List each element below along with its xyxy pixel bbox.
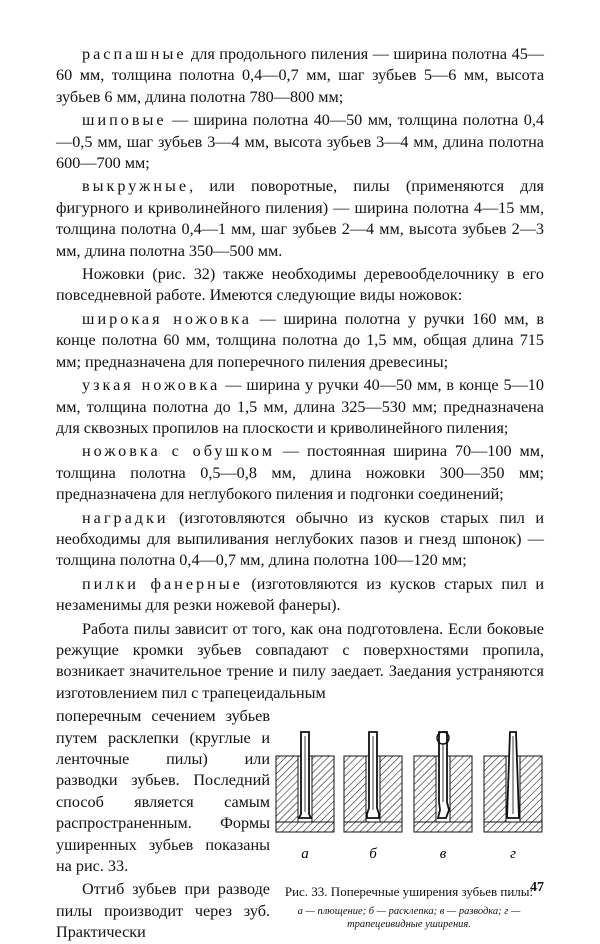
term-tenon-saws: шиповые xyxy=(82,111,167,130)
figure-part-b xyxy=(344,732,402,832)
tooth-widening-diagram xyxy=(268,718,550,878)
term-wide-handsaw: широкая ножовка xyxy=(82,309,252,328)
term-narrow-handsaw: узкая ножовка xyxy=(82,376,221,395)
text-narrow-handsaw: — ширина у ручки 40—50 мм, в конце 5—10 мм, толщина полотна до 1,5 мм, длина 325—530 мм; предназначена для сквозных пропилов на плоскости и криволинейного пиления; xyxy=(56,376,544,437)
figure-part-a xyxy=(276,732,334,832)
figure-letter-g: г xyxy=(510,846,516,863)
paragraph-narrow-handsaw xyxy=(56,375,544,439)
paragraph-rip-saws xyxy=(56,44,544,108)
term-veneer-saws: пилки фанерные xyxy=(82,574,243,593)
figure-letter-b: б xyxy=(369,846,377,863)
text-fret-saws: , или поворотные, пилы (применяются для фигурного и криволинейного пиления) — ширина полотна 4—15 мм, толщина полотна 0,4—1 мм, шаг зубьев 2—4 мм, высота зубьев 2—3 мм, длина полотна 350—500 мм. xyxy=(56,177,544,260)
figure-caption-title: Рис. 33. Поперечные уширения зубьев пилы: xyxy=(284,884,534,900)
text-backsaw: — постоянная ширина 70—100 мм, толщина полотна 0,5—0,8 мм, длина ножовки 300—350 мм; предназначена для неглубокого пиления и подгонки соединений; xyxy=(56,442,544,504)
paragraph-backsaw xyxy=(56,441,544,505)
paragraph-tooth-section: поперечным сечением зубьев путем расклепки (круглые и ленточные пилы) или разводки зубьев. Последний способ является самым распространенным. Формы уширенных зубьев показаны на рис. 33. xyxy=(56,707,270,876)
paragraph-tooth-bending: Отгиб зубьев при разводе пилы производит через зуб. Практически xyxy=(56,880,270,942)
text-nagradki: (изготовляются обычно из кусков старых пил и необходимы для выпиливания неглубоких пазов и гнезд шпонок) — толщина полотна 0,4—0,7 мм, длина полотна 100—120 мм; xyxy=(56,508,544,570)
figure-caption xyxy=(268,884,550,931)
figure-letter-a: а xyxy=(301,846,309,863)
figure-part-g xyxy=(484,732,542,832)
figure-caption-legend: а — плющение; б — расклепка; в — разводка; г — трапецеивидные уширения. xyxy=(297,906,521,931)
figure-letter-v: в xyxy=(439,846,447,863)
term-rip-saws: распашные xyxy=(82,45,187,63)
figure-wrap-area xyxy=(56,706,544,943)
paragraph-handsaws-intro: Ножовки (рис. 32) также необходимы деревообделочнику в его повседневной работе. Имеются следующие виды ножовок: xyxy=(56,265,544,305)
term-backsaw: ножовка с обушком xyxy=(82,442,275,461)
text-wide-handsaw: — ширина полотна у ручки 160 мм, в конце полотна 60 мм, толщина полотна до 1,5 мм, общая длина 715 мм; предназначена для поперечного пиления древесины; xyxy=(56,309,544,371)
term-nagradki: наградки xyxy=(82,508,169,527)
paragraph-fret-saws xyxy=(56,176,544,262)
term-fret-saws: выкружные xyxy=(82,177,190,196)
text-tenon-saws: — ширина полотна 40—50 мм, толщина полотна 0,4—0,5 мм, шаг зубьев 3—4 мм, высота зубьев 3—4 мм, длина полотна 600—700 мм; xyxy=(56,111,544,173)
paragraph-tenon-saws xyxy=(56,110,544,174)
paragraph-veneer-saws xyxy=(56,574,544,617)
figure-33 xyxy=(268,718,550,931)
paragraph-wide-handsaw xyxy=(56,309,544,373)
text-veneer-saws: (изготовляются из кусков старых пил и незаменимы для резки ножевой фанеры). xyxy=(56,574,544,615)
paragraph-saw-work: Работа пилы зависит от того, как она подготовлена. Если боковые режущие кромки зубьев совпадают с поверхностями пропила, возникает значительное трение и пилу заедает. Заедания устраняются изготовлением пил с трапецеидальным xyxy=(56,619,544,702)
wrapped-text-column xyxy=(56,706,270,943)
text-rip-saws: для продольного пиления — ширина полотна 45—60 мм, толщина полотна 0,4—0,7 мм, шаг зубьев 5—6 мм, высота зубьев 6 мм, длина полотна 780—800 мм; xyxy=(56,45,544,106)
page-number: 47 xyxy=(530,880,544,895)
paragraph-nagradki xyxy=(56,508,544,572)
figure-part-v xyxy=(414,732,472,832)
